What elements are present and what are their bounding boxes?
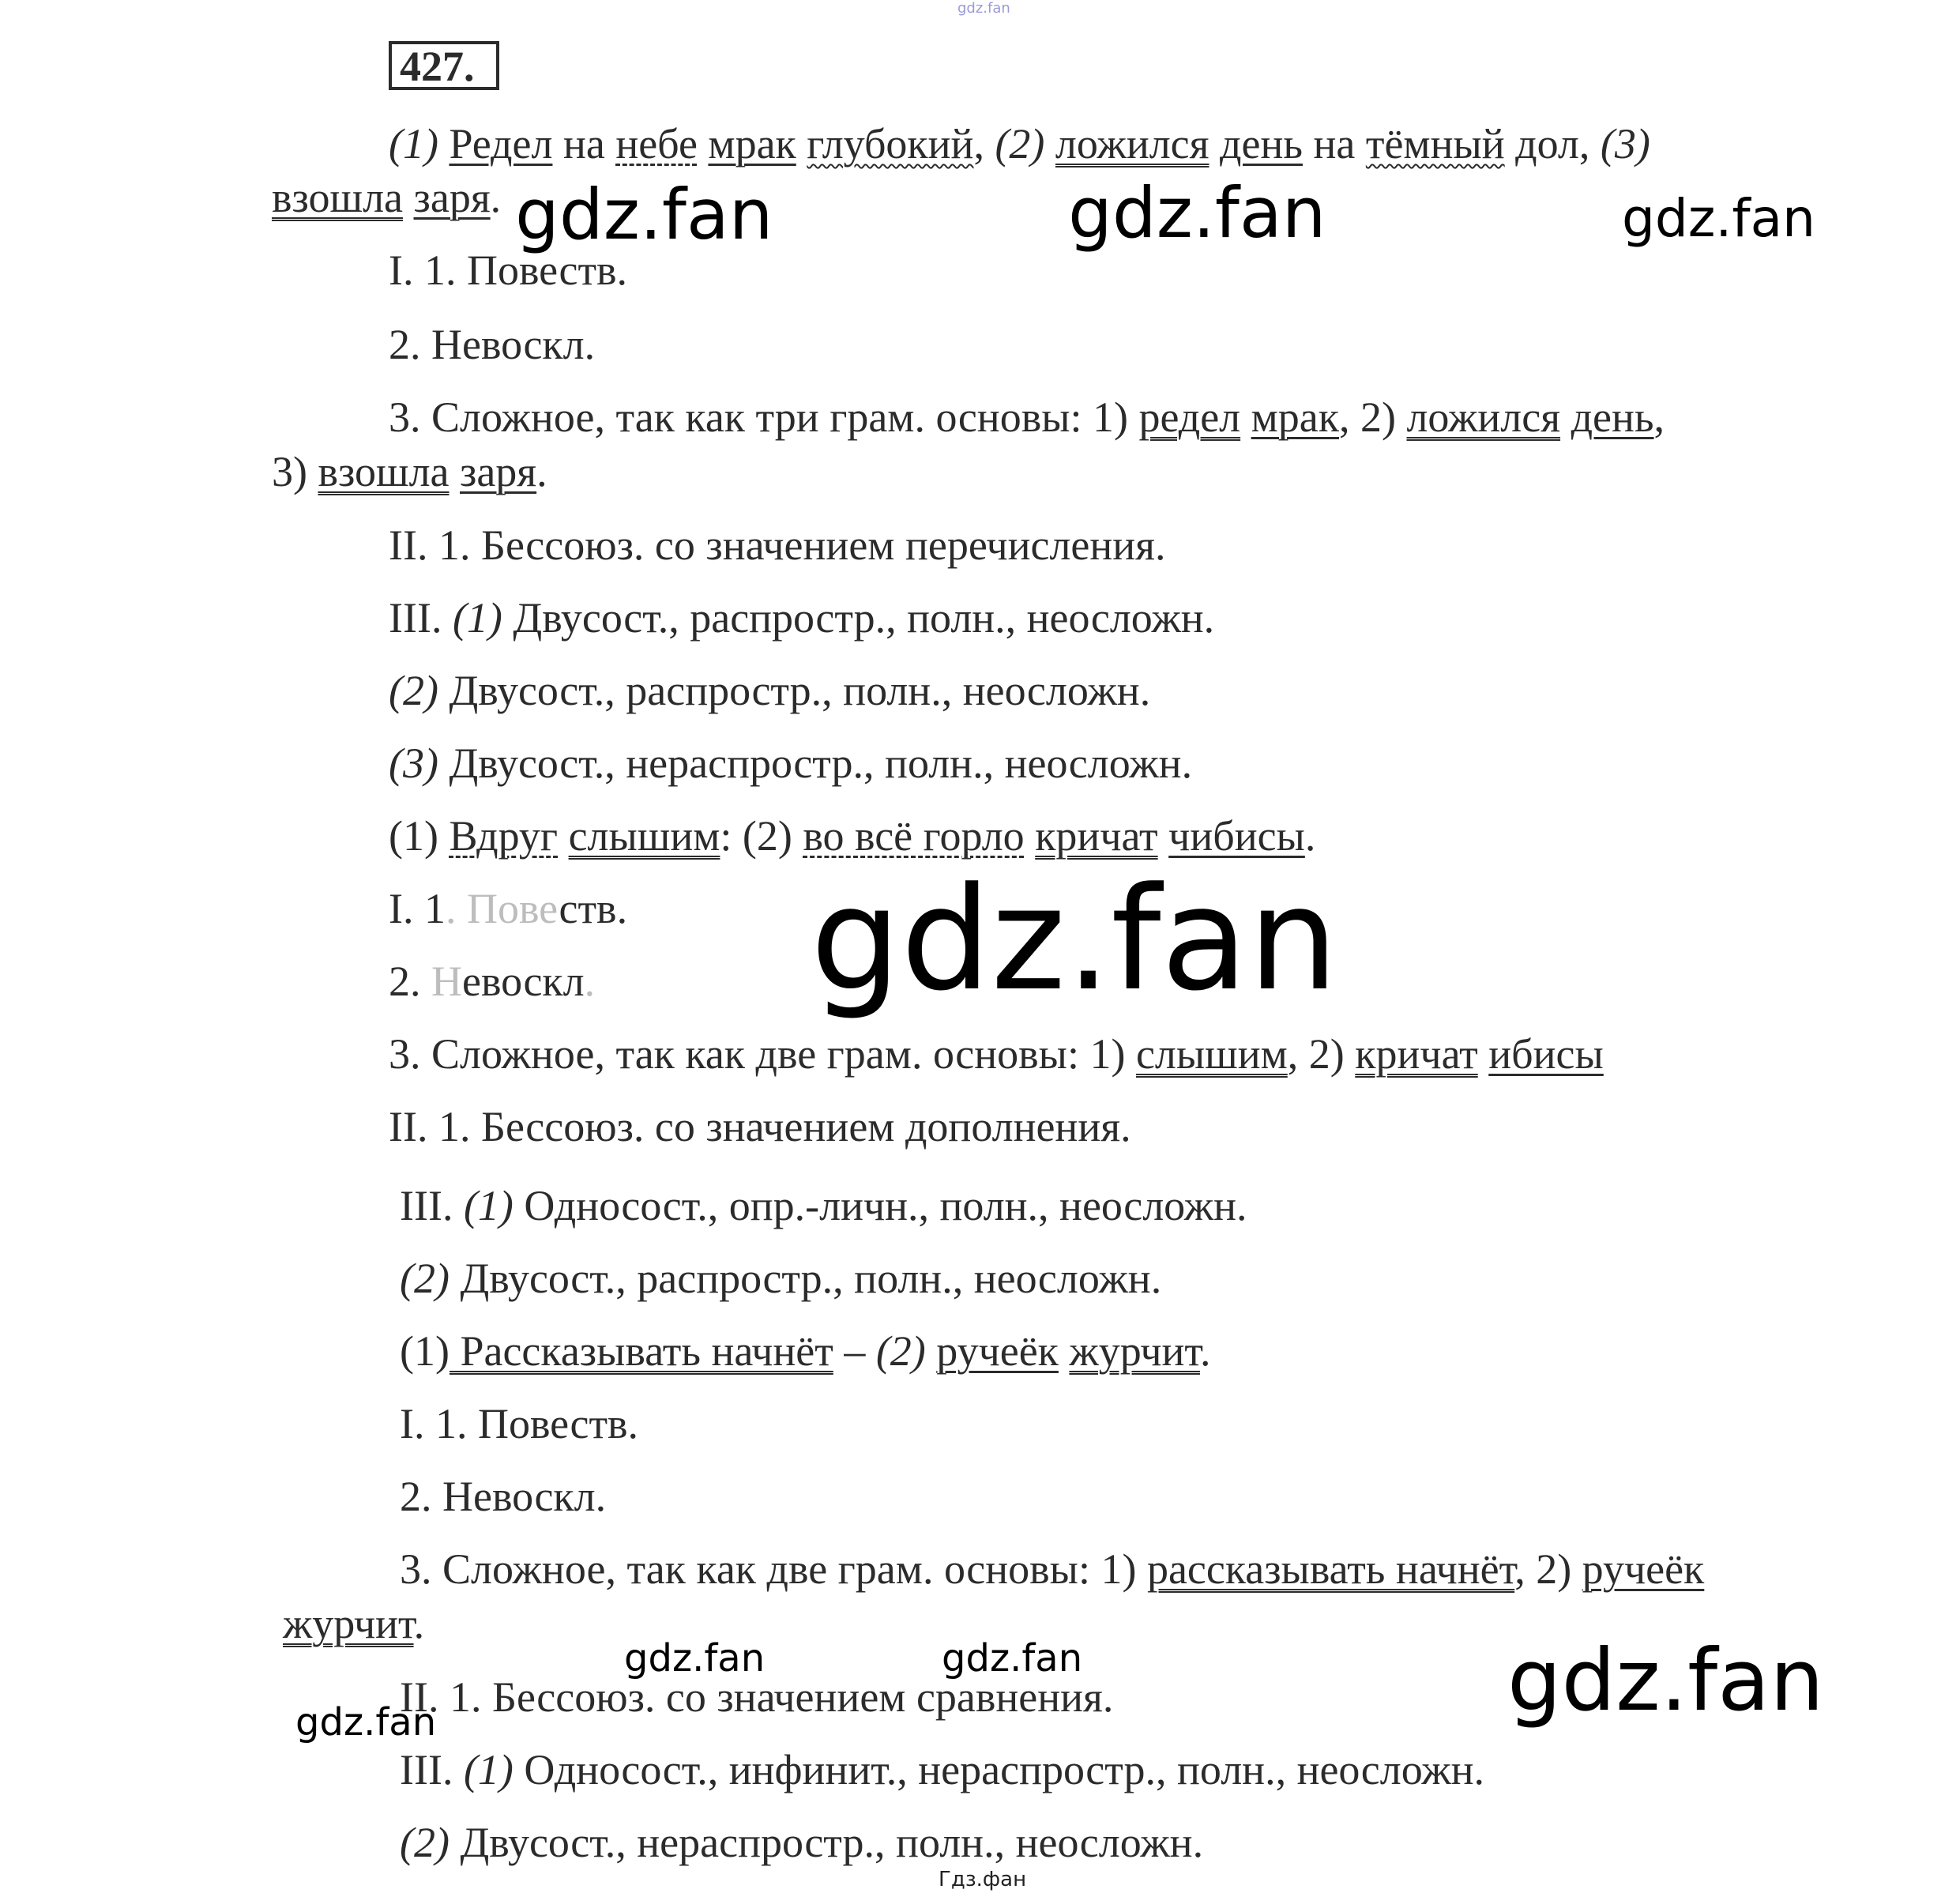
text: Двусост., распростр., полн., неосложн. [502,594,1215,642]
predicate-vzoshla: взошла [272,174,404,221]
text: Двусост., нераспростр., полн., неосложн. [449,1819,1204,1866]
predicate: ложился [1406,393,1561,441]
watermark-large: gdz.fan [811,857,1338,1022]
analysis-3-item-1: I. 1. Повеств. [400,1400,639,1447]
analysis-2-item-3 [389,1029,1604,1079]
analysis-1-item-1: I. 1. Повеств. [389,247,628,294]
text: . [1199,1327,1211,1375]
analysis-3-ii: II. 1. Бессоюз. со значением сравнения. [400,1673,1114,1721]
text: . [1304,812,1316,860]
analysis-3-item-3-line-2 [283,1598,424,1649]
text: 3. Сложное, так как две грам. основы: 1) [400,1545,1147,1593]
clause-number: (2) [875,1327,926,1375]
subject-mrak: мрак [708,120,796,167]
watermark: gdz.fan [624,1636,766,1680]
subject-rucheek: ручеёк [936,1327,1059,1375]
analysis-2-ii: II. 1. Бессоюз. со значением дополнения. [389,1103,1131,1150]
sentence-2 [389,811,1315,861]
text: , 2) [1287,1030,1356,1078]
text: , [973,120,984,167]
footer-watermark: Гдз.фан [939,1868,1027,1891]
text: Односост., инфинит., нераспростр., полн., неосложн. [513,1746,1485,1793]
clause-number-1: (1) [389,120,438,167]
clause-number: (1) [452,594,502,642]
text: дол, [1504,120,1601,167]
adverbial-nebe: небе [615,120,698,167]
text: , [1653,393,1665,441]
watermark-large: gdz.fan [1507,1631,1824,1730]
text: 3) [272,448,318,495]
predicate: редел [1138,393,1241,441]
subject-chibisy: чибисы [1168,812,1305,860]
analysis-1-item-2: 2. Невоскл. [389,321,596,368]
predicate-slyshim: слышим [568,812,720,860]
clause-number: (1) [463,1182,514,1229]
predicate-krichat: кричат [1035,812,1158,860]
watermark: gdz.fan [515,174,773,255]
text: . [584,958,596,1005]
text: (1) [389,812,450,860]
analysis-1-item-3-line-1 [389,392,1665,442]
text: III. [400,1746,453,1793]
analysis-1-ii: II. 1. Бессоюз. со значением перечисления. [389,521,1166,569]
analysis-2-iii-1 [400,1180,1247,1231]
text: Двусост., распростр., полн., неосложн. [438,667,1151,714]
space [698,120,709,167]
text: на [552,120,616,167]
attribute-temny: тёмный [1365,120,1505,167]
predicate-zhurchit: журчит [1069,1327,1200,1375]
subject: мрак [1251,393,1339,441]
predicate-redel: Редел [449,120,553,167]
adverbial-vo-vse-gorlo: во всё горло [803,812,1025,860]
analysis-1-iii-2 [389,665,1150,716]
subject-den: день [1220,120,1303,167]
predicate: слышим [1135,1030,1288,1078]
watermark: gdz.fan [1622,188,1815,249]
analysis-1-iii-1 [389,593,1214,643]
clause-number-2: (2) [995,120,1045,167]
clause-number: (3) [389,740,438,787]
analysis-3-item-2: 2. Невоскл. [400,1473,607,1520]
subject: ручеёк [1582,1545,1705,1593]
attribute-glubokiy: глубокий [807,120,974,167]
text: , 2) [1339,393,1407,441]
predicate-lozhilsya: ложился [1055,120,1209,167]
text: Односост., опр.-личн., полн., неосложн. [513,1182,1247,1229]
space [403,174,414,221]
watermark: gdz.fan [295,1700,437,1744]
analysis-1-item-3-line-2 [272,446,547,497]
subject-zarya: заря [413,174,491,221]
analysis-2-iii-2 [400,1253,1161,1304]
text: , 2) [1514,1545,1582,1593]
text: Двусост., распростр., полн., неосложн. [449,1255,1162,1302]
text: (1) [400,1327,450,1375]
clause-number-3: (3) [1600,120,1650,167]
analysis-2-item-2 [389,956,595,1007]
exercise-number: 427. [389,41,499,90]
subject: заря [460,448,537,495]
subject: ибисы [1488,1030,1604,1078]
predicate: рассказывать начнёт [1146,1545,1515,1593]
text: III. [400,1182,453,1229]
clause-number: (2) [400,1255,450,1302]
text: 3. Сложное, так как три грам. основы: 1) [389,393,1139,441]
text: евоскл [462,958,585,1005]
text: . [490,174,502,221]
sentence-1-line-2 [272,172,501,223]
watermark: gdz.fan [942,1636,1083,1680]
clause-number: (2) [389,667,438,714]
text: III. [389,594,442,642]
text: . По [445,885,519,932]
text: . [616,885,628,932]
text: Н [431,958,462,1005]
analysis-3-item-3-line-1 [400,1544,1704,1594]
clause-number: (2) [400,1819,450,1866]
watermark-top: gdz.fan [957,0,1010,17]
text: ве [518,885,559,932]
text: : (2) [720,812,803,860]
text: ств [559,885,617,932]
analysis-1-iii-3 [389,738,1192,788]
predicate-rasskazyvat-nachnet: Рассказывать начнёт [449,1327,833,1375]
adverbial-vdrug: Вдруг [449,812,559,860]
sentence-1-line-1 [389,119,1650,169]
text: . [536,448,547,495]
text: на [1302,120,1366,167]
clause-number: (1) [463,1746,514,1793]
space [1209,120,1221,167]
watermark: gdz.fan [1068,172,1326,254]
predicate: журчит [283,1600,414,1647]
space [796,120,807,167]
text: Двусост., нераспростр., полн., неосложн. [438,740,1193,787]
subject: день [1571,393,1654,441]
analysis-3-iii-2 [400,1817,1203,1868]
sentence-3 [400,1326,1210,1376]
text: I. 1 [389,885,446,932]
text: 2. [389,958,431,1005]
text: 3. Сложное, так как две грам. основы: 1) [389,1030,1136,1078]
analysis-3-iii-1 [400,1744,1484,1795]
predicate: кричат [1355,1030,1478,1078]
text: . [413,1600,425,1647]
text: – [833,1327,876,1375]
analysis-2-item-1 [389,883,627,934]
predicate: взошла [318,448,450,495]
